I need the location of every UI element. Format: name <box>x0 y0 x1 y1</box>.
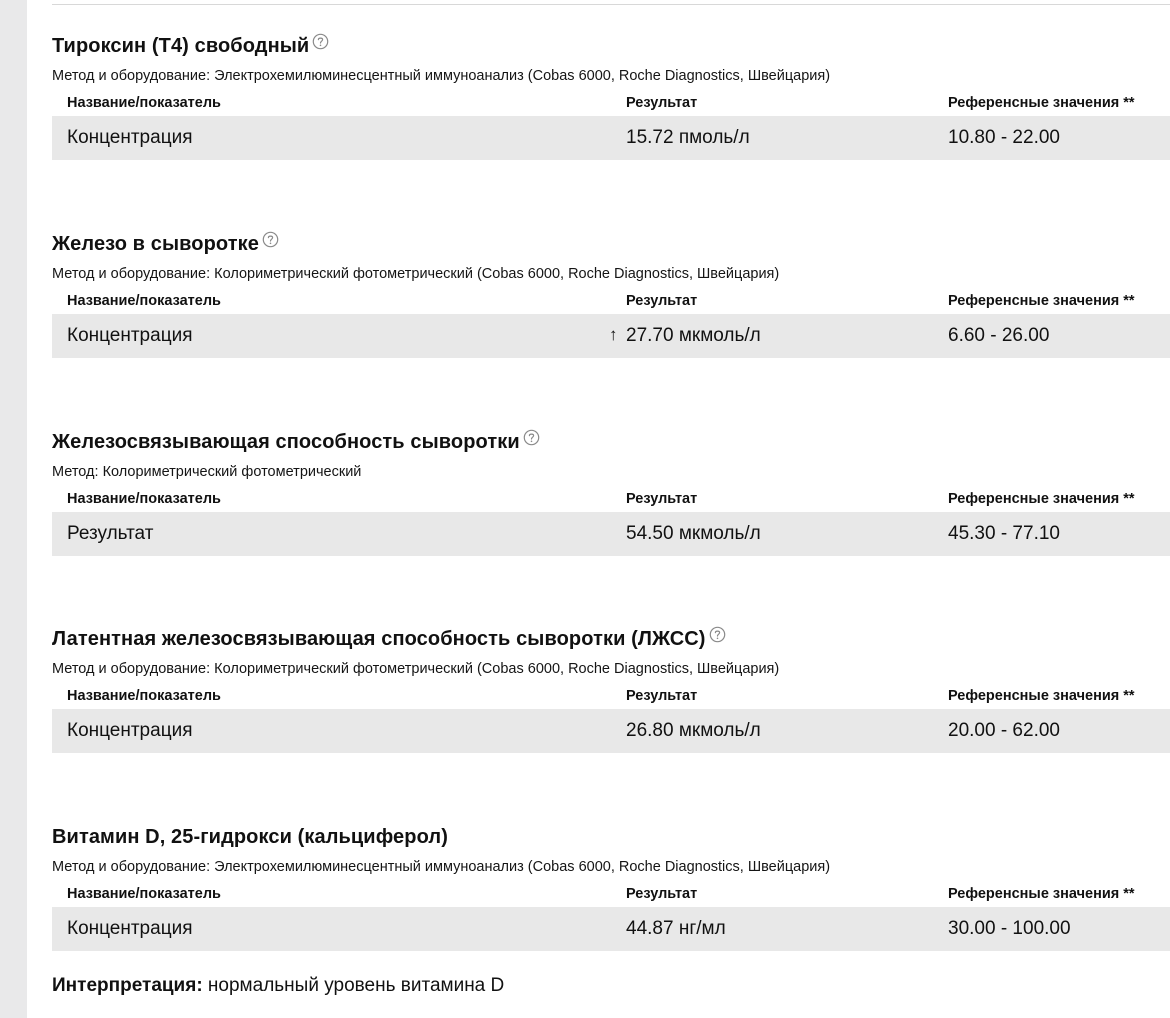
row-name: Концентрация <box>67 918 193 939</box>
table-header <box>52 284 1170 314</box>
question-circle-icon[interactable] <box>709 626 726 643</box>
header-name: Название/показатель <box>67 491 221 507</box>
row-reference: 6.60 - 26.00 <box>948 325 1050 346</box>
section-title-line <box>52 31 1170 61</box>
table-row <box>52 709 1170 753</box>
row-reference: 45.30 - 77.10 <box>948 523 1060 544</box>
row-reference: 30.00 - 100.00 <box>948 918 1071 939</box>
interpretation-label: Интерпретация: <box>52 975 203 996</box>
interpretation-text: нормальный уровень витамина D <box>202 975 505 996</box>
test-method: Метод и оборудование: Электрохемилюминесцентный иммуноанализ (Cobas 6000, Roche Diagnostics, Швейцария) <box>52 859 831 875</box>
section-title-line <box>52 624 1170 654</box>
section-title-line <box>52 822 1170 852</box>
table-header <box>52 679 1170 709</box>
header-result: Результат <box>626 95 698 111</box>
row-reference: 20.00 - 62.00 <box>948 720 1060 741</box>
table-row <box>52 314 1170 358</box>
question-circle-icon[interactable] <box>523 429 540 446</box>
test-method: Метод и оборудование: Колориметрический фотометрический (Cobas 6000, Roche Diagnostics, Швейцария) <box>52 266 780 282</box>
test-method: Метод и оборудование: Электрохемилюминесцентный иммуноанализ (Cobas 6000, Roche Diagnostics, Швейцария) <box>52 68 831 84</box>
row-name: Концентрация <box>67 325 193 346</box>
row-name: Результат <box>67 523 154 544</box>
test-section-latent-iron-binding <box>52 624 1170 753</box>
row-name: Концентрация <box>67 720 193 741</box>
header-reference: Референсные значения ** <box>948 293 1135 309</box>
report-page <box>27 0 1170 1018</box>
test-method: Метод и оборудование: Колориметрический фотометрический (Cobas 6000, Roche Diagnostics, Швейцария) <box>52 661 780 677</box>
row-reference: 10.80 - 22.00 <box>948 127 1060 148</box>
question-circle-icon[interactable] <box>262 231 279 248</box>
row-result: 26.80 мкмоль/л <box>626 720 761 741</box>
test-section-thyroxine <box>52 31 1170 160</box>
header-name: Название/показатель <box>67 95 221 111</box>
section-title-line <box>52 229 1170 259</box>
test-title: Тироксин (Т4) свободный <box>52 34 310 57</box>
table-row <box>52 907 1170 951</box>
header-result: Результат <box>626 491 698 507</box>
test-title: Железо в сыворотке <box>52 232 259 255</box>
row-name: Концентрация <box>67 127 193 148</box>
interpretation <box>52 975 504 997</box>
test-title: Железосвязывающая способность сыворотки <box>52 430 520 453</box>
header-name: Название/показатель <box>67 688 221 704</box>
header-result: Результат <box>626 886 698 902</box>
table-row <box>52 116 1170 160</box>
divider <box>52 4 1170 5</box>
table-header <box>52 86 1170 116</box>
header-reference: Референсные значения ** <box>948 95 1135 111</box>
test-section-vitamin-d <box>52 822 1170 951</box>
section-title-line <box>52 427 1170 457</box>
row-result: 54.50 мкмоль/л <box>626 523 761 544</box>
test-section-iron-binding-capacity <box>52 427 1170 556</box>
table-header <box>52 482 1170 512</box>
header-result: Результат <box>626 293 698 309</box>
header-result: Результат <box>626 688 698 704</box>
table-row <box>52 512 1170 556</box>
header-reference: Референсные значения ** <box>948 491 1135 507</box>
question-circle-icon[interactable] <box>312 33 329 50</box>
test-section-serum-iron <box>52 229 1170 358</box>
test-title: Витамин D, 25-гидрокси (кальциферол) <box>52 825 448 848</box>
header-name: Название/показатель <box>67 293 221 309</box>
row-result: 44.87 нг/мл <box>626 918 726 939</box>
header-name: Название/показатель <box>67 886 221 902</box>
row-result: 15.72 пмоль/л <box>626 127 750 148</box>
test-method: Метод: Колориметрический фотометрический <box>52 464 362 480</box>
header-reference: Референсные значения ** <box>948 886 1135 902</box>
row-result: 27.70 мкмоль/л <box>626 325 761 346</box>
test-title: Латентная железосвязывающая способность сыворотки (ЛЖСС) <box>52 627 706 650</box>
table-header <box>52 877 1170 907</box>
header-reference: Референсные значения ** <box>948 688 1135 704</box>
arrow-up-icon: ↑ <box>609 325 618 344</box>
